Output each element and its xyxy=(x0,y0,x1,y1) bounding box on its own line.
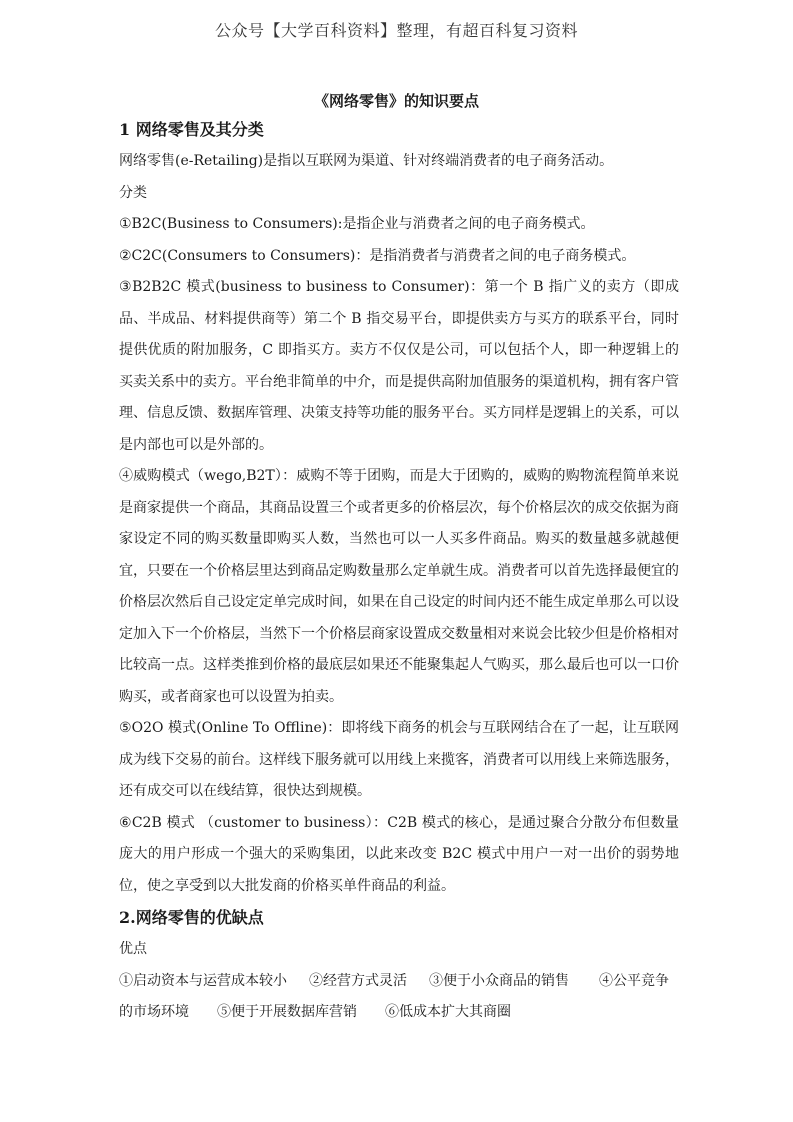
category-item-b2c: ①B2C(Business to Consumers):是指企业与消费者之间的电子商务模式。 xyxy=(119,216,595,232)
advantage-item: 的市场环境 xyxy=(119,1004,189,1020)
category-item-c2b: ⑥C2B 模式 （customer to business）：C2B 模式的核心，是通过聚合分散分布但数量庞大的用户形成一个强大的采购集团，以此来改变 B2C 模式中用户一对一出价的弱势地位，使之享受到以大批发商的价格买单件商品的利益。 xyxy=(119,814,679,894)
advantage-item: ⑥低成本扩大其商圈 xyxy=(385,1004,511,1020)
advantage-item: ④公平竞争 xyxy=(599,972,669,989)
category-label: 分类 xyxy=(119,184,147,201)
category-item-wego: ④威购模式（wego,B2T）：威购不等于团购，而是大于团购的，威购的购物流程简单来说是商家提供一个商品，其商品设置三个或者更多的价格层次，每个价格层次的成交依据为商家设定不同的购买数量即购买人数，当然也可以一人买多件商品。购买的数量越多就越便宜，只要在一个价格层里达到商品定购数量那么定单就生成。消费者可以首先选择最便宜的价格层次然后自己设定定单完成时间，如果在自己设定的时间内还不能生成定单那么可以设定加入下一个价格层，当然下一个价格层商家设置成交数量相对来说会比较少但是价格相对比较高一点。这样类推到价格的最底层如果还不能聚集起人气购买，那么最后也可以一口价购买，或者商家也可以设置为拍卖。 xyxy=(119,468,679,705)
advantage-item: ⑤便于开展数据库营销 xyxy=(217,1004,357,1020)
advantage-item: ①启动资本与运营成本较小 xyxy=(119,972,287,989)
category-item-b2b2c: ③B2B2C 模式(business to business to Consumer)：第一个 B 指广义的卖方（即成品、半成品、材料提供商等）第二个 B 指交易平台，即提供卖方与买方的联系平台，同时提供优质的附加服务，C 即指买方。卖方不仅仅是公司，可以包括个人，即一种逻辑上的买卖关系中的卖方。平台绝非简单的中介，而是提供高附加值服务的渠道机构，拥有客户管理、信息反馈、数据库管理、决策支持等功能的服务平台。买方同样是逻辑上的关系，可以是内部也可以是外部的。 xyxy=(119,279,679,453)
document-title: 《网络零售》的知识要点 xyxy=(313,92,479,110)
section-heading-2: 2.网络零售的优缺点 xyxy=(119,908,264,927)
advantage-item: ③便于小众商品的销售 xyxy=(429,972,569,989)
advantage-item: ②经营方式灵活 xyxy=(309,972,407,989)
document-body xyxy=(119,114,679,1029)
definition-paragraph: 网络零售(e-Retailing)是指以互联网为渠道、针对终端消费者的电子商务活动。 xyxy=(119,153,614,169)
advantages-line-1 xyxy=(119,966,679,998)
page-header: 公众号【大学百科资料】整理，有超百科复习资料 xyxy=(214,21,578,40)
advantages-label: 优点 xyxy=(119,941,147,957)
advantages-line-2 xyxy=(119,997,679,1029)
category-item-c2c: ②C2C(Consumers to Consumers)：是指消费者与消费者之间的电子商务模式。 xyxy=(119,247,636,264)
category-item-o2o: ⑤O2O 模式(Online To Offline)：即将线下商务的机会与互联网结合在了一起，让互联网成为线下交易的前台。这样线下服务就可以用线上来揽客，消费者可以用线上来筛选服务，还有成交可以在线结算，很快达到规模。 xyxy=(119,720,679,799)
section-heading-1: 1 网络零售及其分类 xyxy=(119,120,264,139)
